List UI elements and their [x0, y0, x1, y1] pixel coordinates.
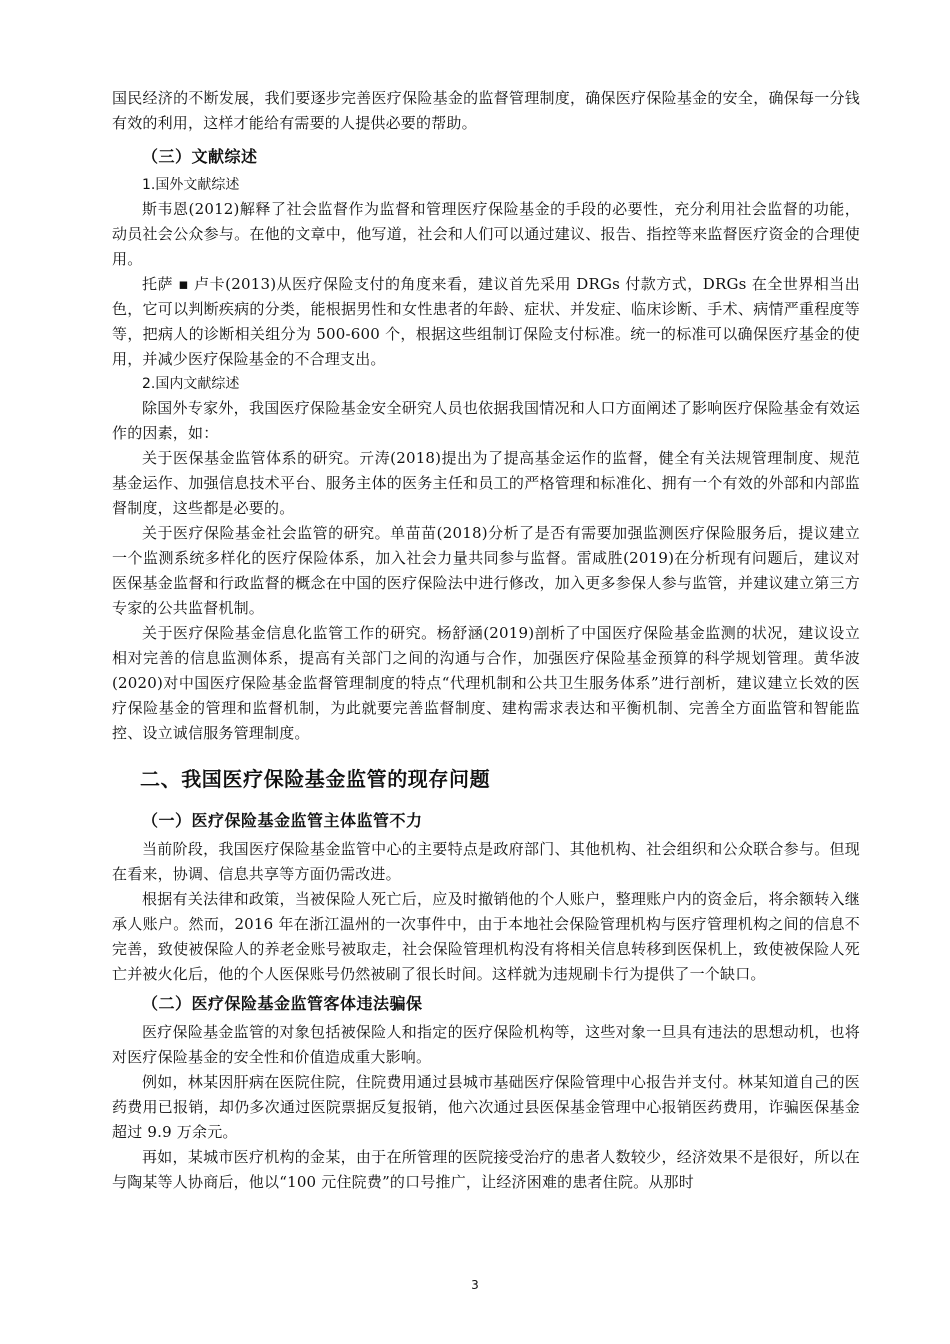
paragraph-current-stage: 当前阶段，我国医疗保险基金监管中心的主要特点是政府部门、其他机构、社会组织和公众联合参与。但现在看来，协调、信息共享等方面仍需改进。: [112, 840, 860, 883]
heading-object-fraud: （二）医疗保险基金监管客体违法骗保: [142, 994, 423, 1013]
heading-foreign-literature: 1.国外文献综述: [142, 177, 240, 193]
paragraph-social-supervision: 关于医疗保险基金社会监管的研究。单苗苗(2018)分析了是否有需要加强监测医疗保险服务后，提议建立一个监测系统多样化的医疗保险体系，加入社会力量共同参与监督。雷咸胜(2019)在分析现有问题后，建议对医保基金监督和行政监督的概念在中国的医疗保险法中进行修改，加入更多参保人参与监管，并建议建立第三方专家的公共监督机制。: [112, 524, 860, 617]
paragraph-information-supervision: 关于医疗保险基金信息化监管工作的研究。杨舒涵(2019)剖析了中国医疗保险基金监测的状况，建议设立相对完善的信息监测体系，提高有关部门之间的沟通与合作，加强医疗保险基金预算的科学规划管理。黄华波(2020)对中国医疗保险基金监督管理制度的特点“代理机制和公共卫生服务体系”进行剖析，建议建立长效的医疗保险基金的管理和监督机制，为此就要完善监督制度、建构需求表达和平衡机制、完善全方面监管和智能监控、设立诚信服务管理制度。: [112, 624, 860, 742]
heading-literature-review: （三）文献综述: [142, 147, 258, 166]
paragraph-intro-tail: 国民经济的不断发展，我们要逐步完善医疗保险基金的监督管理制度，确保医疗保险基金的安全，确保每一分钱有效的利用，这样才能给有需要的人提供必要的帮助。: [112, 89, 860, 132]
paragraph-lin-case: 例如，林某因肝病在医院住院，住院费用通过县城市基础医疗保险管理中心报告并支付。林某知道自己的医药费用已报销，却仍多次通过医院票据反复报销，他六次通过县医保基金管理中心报销医药费用，诈骗医保基金超过 9.9 万余元。: [112, 1073, 860, 1141]
heading-domestic-literature: 2.国内文献综述: [142, 376, 240, 392]
paragraph-supervision-system: 关于医保基金监管体系的研究。亓涛(2018)提出为了提高基金运作的监督，健全有关法规管理制度、规范基金运作、加强信息技术平台、服务主体的医务主任和员工的严格管理和标准化、拥有一个有效的外部和内部监督制度，这些都是必要的。: [112, 449, 860, 517]
page-number: 3: [471, 1278, 479, 1292]
paragraph-domestic-intro: 除国外专家外，我国医疗保险基金安全研究人员也依据我国情况和人口方面阐述了影响医疗保险基金有效运作的因素，如：: [112, 399, 860, 442]
paragraph-wenzhou-case: 根据有关法律和政策，当被保险人死亡后，应及时撤销他的个人账户，整理账户内的资金后，将余额转入继承人账户。然而，2016 年在浙江温州的一次事件中，由于本地社会保险管理机构与医疗管理机构之间的信息不完善，致使被保险人的养老金账号被取走，社会保险管理机构没有将相关信息转移到医保机上，致使被保险人死亡并被火化后，他的个人医保账号仍然被刷了很长时间。这样就为违规刷卡行为提供了一个缺口。: [112, 890, 860, 983]
paragraph-swain: 斯韦恩(2012)解释了社会监督作为监督和管理医疗保险基金的手段的必要性，充分利用社会监督的功能，动员社会公众参与。在他的文章中，他写道，社会和人们可以通过建议、报告、指控等来监督医疗资金的合理使用。: [112, 200, 860, 268]
heading-subject-supervision: （一）医疗保险基金监管主体监管不力: [142, 811, 423, 830]
paragraph-supervision-objects: 医疗保险基金监管的对象包括被保险人和指定的医疗保险机构等，这些对象一旦具有违法的思想动机，也将对医疗保险基金的安全性和价值造成重大影响。: [112, 1023, 860, 1066]
document-body: [112, 86, 860, 1195]
heading-section-two: 二、我国医疗保险基金监管的现存问题: [140, 767, 491, 791]
paragraph-tosa-luka: 托萨 ▪ 卢卡(2013)从医疗保险支付的角度来看，建议首先采用 DRGs 付款方式，DRGs 在全世界相当出色，它可以判断疾病的分类，能根据男性和女性患者的年龄、症状、并发症、临床诊断、手术、病情严重程度等等，把病人的诊断相关组分为 500-600 个，根据这些组制订保险支付标准。统一的标准可以确保医疗基金的使用，并减少医疗保险基金的不合理支出。: [112, 275, 860, 368]
paragraph-jin-case: 再如，某城市医疗机构的金某，由于在所管理的医院接受治疗的患者人数较少，经济效果不是很好，所以在与陶某等人协商后，他以“100 元住院费”的口号推广，让经济困难的患者住院。从那时: [112, 1148, 860, 1191]
